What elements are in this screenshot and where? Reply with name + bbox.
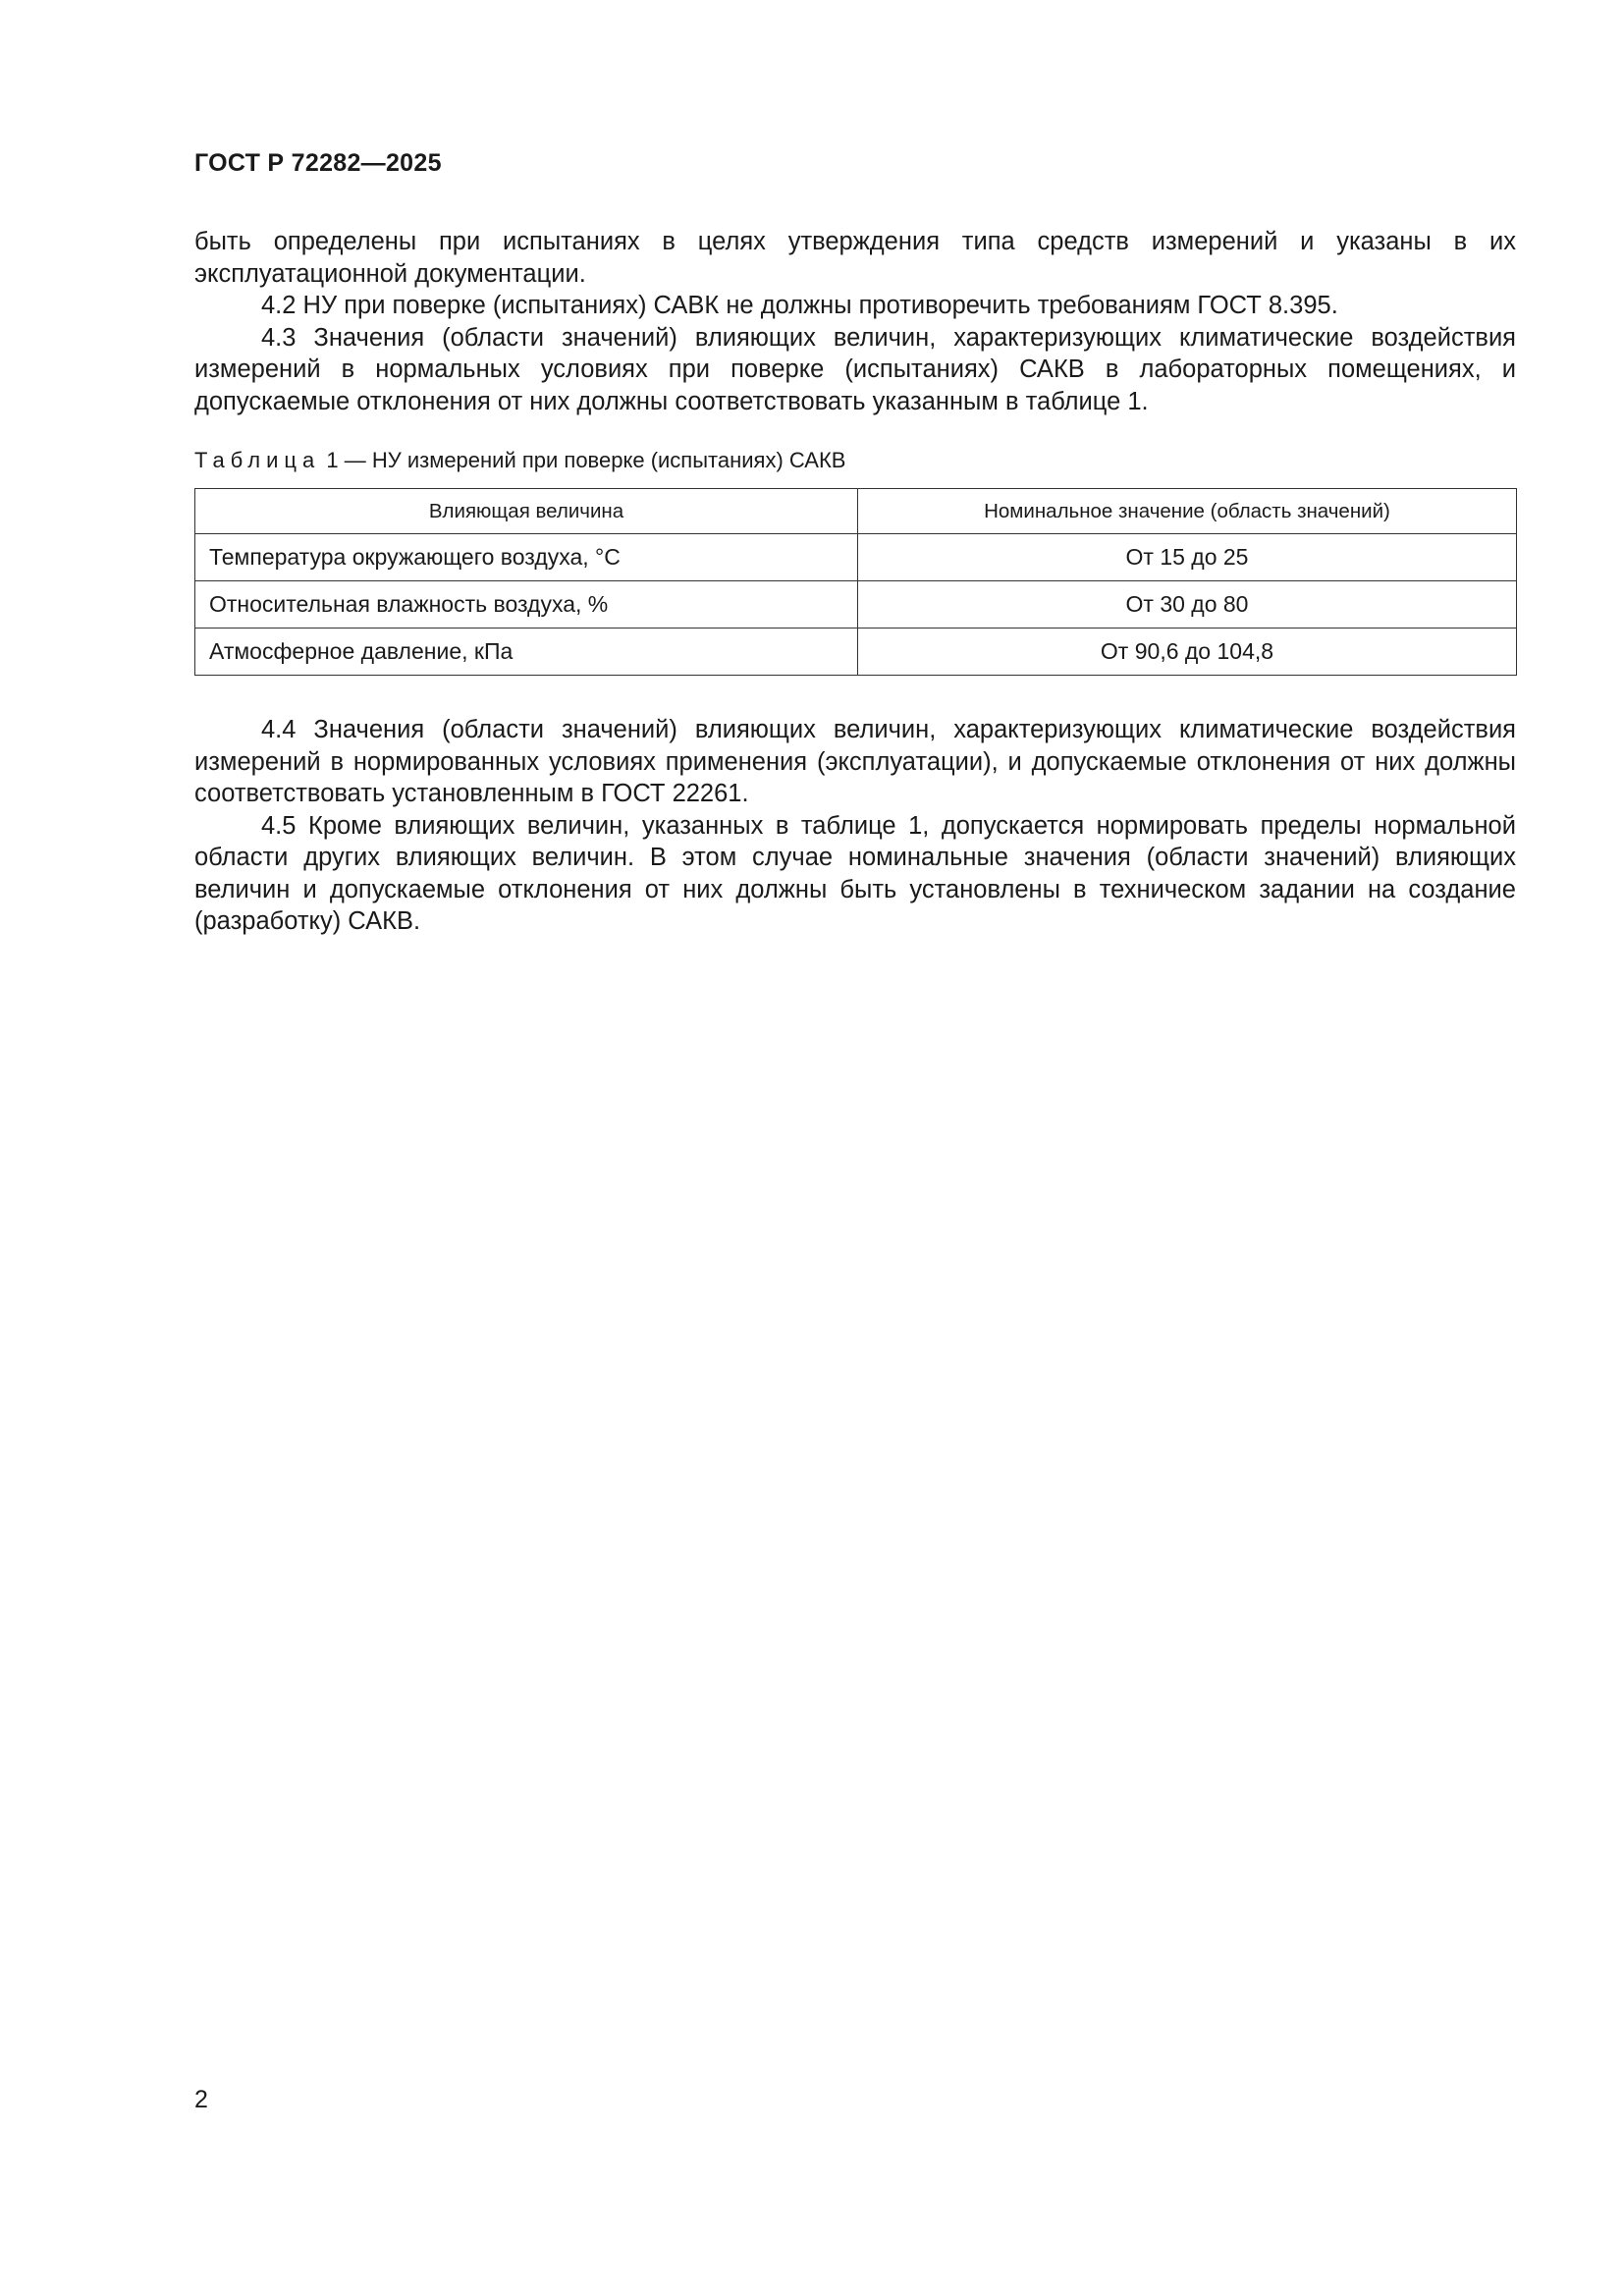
influencing-quantities-table [194,488,1517,676]
table-cell: От 30 до 80 [858,581,1517,629]
table-caption-text: 1 — НУ измерений при поверке (испытаниях) САКВ [320,448,846,472]
paragraph: 4.3 Значения (области значений) влияющих величин, характеризующих климатические воздействия измерений в нормальных условиях при поверке (испытаниях) САКВ в лабораторных помещениях, и допускаемые отклонения от них должны соответствовать указанным в таблице 1. [194,323,1516,415]
table-row [195,581,1517,629]
table-row [195,629,1517,676]
paragraph: 4.5 Кроме влияющих величин, указанных в таблице 1, допускается нормировать пределы нормальной области других влияющих величин. В этом случае номинальные значения (области значений) влияющих величин и допускаемые отклонения от них должны быть установлены в техническом задании на создание (разработку) САКВ. [194,811,1516,935]
table-row [195,534,1517,581]
table-cell: Атмосферное давление, кПа [195,629,858,676]
column-header: Номинальное значение (область значений) [858,489,1517,534]
document-header: ГОСТ Р 72282—2025 [194,149,442,177]
paragraph: 4.4 Значения (области значений) влияющих величин, характеризующих климатические воздействия измерений в нормированных условиях применения (эксплуатации), и допускаемые отклонения от них должны соответствовать установленным в ГОСТ 22261. [194,716,1516,807]
paragraph: быть определены при испытаниях в целях утверждения типа средств измерений и указаны в их эксплуатационной документации. [194,228,1516,288]
table-cell: От 15 до 25 [858,534,1517,581]
table-header-row [195,489,1517,534]
table-caption-word: Таблица [194,448,321,472]
page-number: 2 [194,2086,208,2113]
table-caption [194,447,845,474]
table-cell: От 90,6 до 104,8 [858,629,1517,676]
body-text-bottom [194,714,1516,938]
table-cell: Относительная влажность воздуха, % [195,581,858,629]
table-cell: Температура окружающего воздуха, °С [195,534,858,581]
body-text-top [194,226,1516,417]
paragraph: 4.2 НУ при поверке (испытаниях) САВК не должны противоречить требованиям ГОСТ 8.395. [261,292,1338,319]
column-header: Влияющая величина [195,489,858,534]
